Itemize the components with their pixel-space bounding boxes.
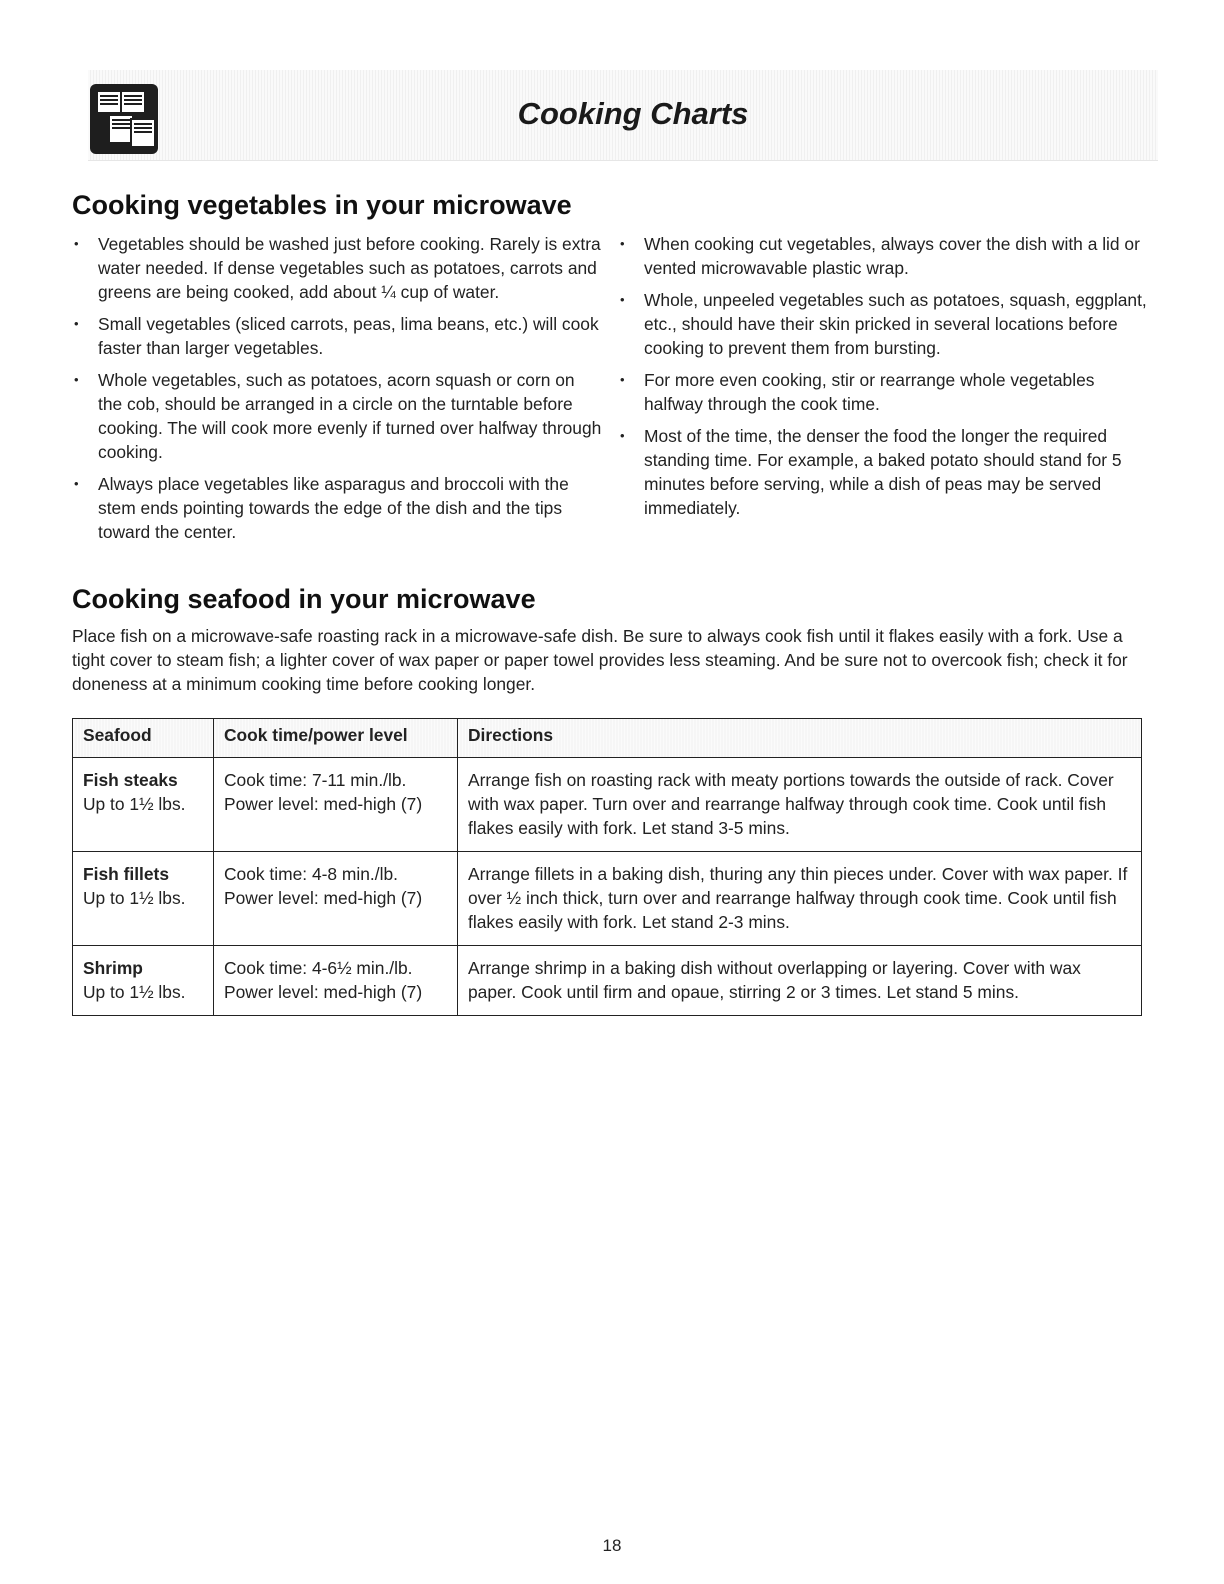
table-row <box>73 852 1142 946</box>
power-level: Power level: med-high (7) <box>224 982 423 1002</box>
seafood-amount: Up to 1½ lbs. <box>83 794 186 814</box>
cook-time-cell <box>214 852 458 946</box>
vegetables-right-list <box>618 232 1153 528</box>
seafood-cell <box>73 758 214 852</box>
cook-time: Cook time: 4-8 min./lb. <box>224 864 398 884</box>
header-banner <box>88 70 1158 161</box>
seafood-name: Fish fillets <box>83 864 170 884</box>
column-header-cook-time: Cook time/power level <box>214 719 458 758</box>
table-row <box>73 946 1142 1016</box>
column-header-seafood: Seafood <box>73 719 214 758</box>
directions-cell: Arrange fish on roasting rack with meaty portions towards the outside of rack. Cover with wax paper. Turn over and rearrange halfway through cook time. Cook until fish flakes easily with fork. Let stand 3-5 mins. <box>458 758 1142 852</box>
seafood-amount: Up to 1½ lbs. <box>83 982 186 1002</box>
power-level: Power level: med-high (7) <box>224 794 423 814</box>
list-item: • When cooking cut vegetables, always cover the dish with a lid or vented microwavable plastic wrap. <box>618 232 1153 280</box>
seafood-cell <box>73 852 214 946</box>
list-item: • Small vegetables (sliced carrots, peas, lima beans, etc.) will cook faster than larger vegetables. <box>72 312 602 360</box>
column-header-directions: Directions <box>458 719 1142 758</box>
directions-cell: Arrange fillets in a baking dish, thuring any thin pieces under. Cover with wax paper. If over ½ inch thick, turn over and rearrange halfway through cook time. Cook until fish flakes easily with fork. Let stand 2-3 mins. <box>458 852 1142 946</box>
seafood-amount: Up to 1½ lbs. <box>83 888 186 908</box>
page-number: 18 <box>602 1536 622 1555</box>
seafood-name: Fish steaks <box>83 770 178 790</box>
table-header-row <box>73 719 1142 758</box>
seafood-heading: Cooking seafood in your microwave <box>72 584 536 614</box>
list-item: • Whole, unpeeled vegetables such as potatoes, squash, eggplant, etc., should have their skin pricked in several locations before cooking to prevent them from bursting. <box>618 288 1153 360</box>
list-item: • Most of the time, the denser the food the longer the required standing time. For example, a baked potato should stand for 5 minutes before serving, while a dish of peas may be served immediately. <box>618 424 1153 520</box>
cook-time: Cook time: 7-11 min./lb. <box>224 770 407 790</box>
list-item: • Vegetables should be washed just before cooking. Rarely is extra water needed. If dense vegetables such as potatoes, carrots and greens are being cooked, add about ¼ cup of water. <box>72 232 602 304</box>
seafood-intro: Place fish on a microwave-safe roasting rack in a microwave-safe dish. Be sure to always cook fish until it flakes easily with a fork. Use a tight cover to steam fish; a lighter cover of wax paper or paper towel provides less steaming. And be sure not to overcook fish; check it for doneness at a minimum cooking time before cooking longer. <box>72 626 1128 694</box>
vegetables-heading: Cooking vegetables in your microwave <box>72 190 572 220</box>
cook-time-cell <box>214 758 458 852</box>
seafood-table <box>72 718 1142 1016</box>
vegetables-left-list <box>72 232 602 552</box>
directions-cell: Arrange shrimp in a baking dish without overlapping or layering. Cover with wax paper. Cook until firm and opaue, stirring 2 or 3 times. Let stand 5 mins. <box>458 946 1142 1016</box>
table-row <box>73 758 1142 852</box>
page-title: Cooking Charts <box>517 96 749 131</box>
seafood-cell <box>73 946 214 1016</box>
list-item: • Whole vegetables, such as potatoes, acorn squash or corn on the cob, should be arranged in a circle on the turntable before cooking. The will cook more evenly if turned over halfway through cooking. <box>72 368 602 464</box>
power-level: Power level: med-high (7) <box>224 888 423 908</box>
cook-time: Cook time: 4-6½ min./lb. <box>224 958 413 978</box>
list-item: • For more even cooking, stir or rearrange whole vegetables halfway through the cook time. <box>618 368 1153 416</box>
cook-time-cell <box>214 946 458 1016</box>
list-item: • Always place vegetables like asparagus and broccoli with the stem ends pointing towards the edge of the dish and the tips toward the center. <box>72 472 602 544</box>
seafood-name: Shrimp <box>83 958 143 978</box>
